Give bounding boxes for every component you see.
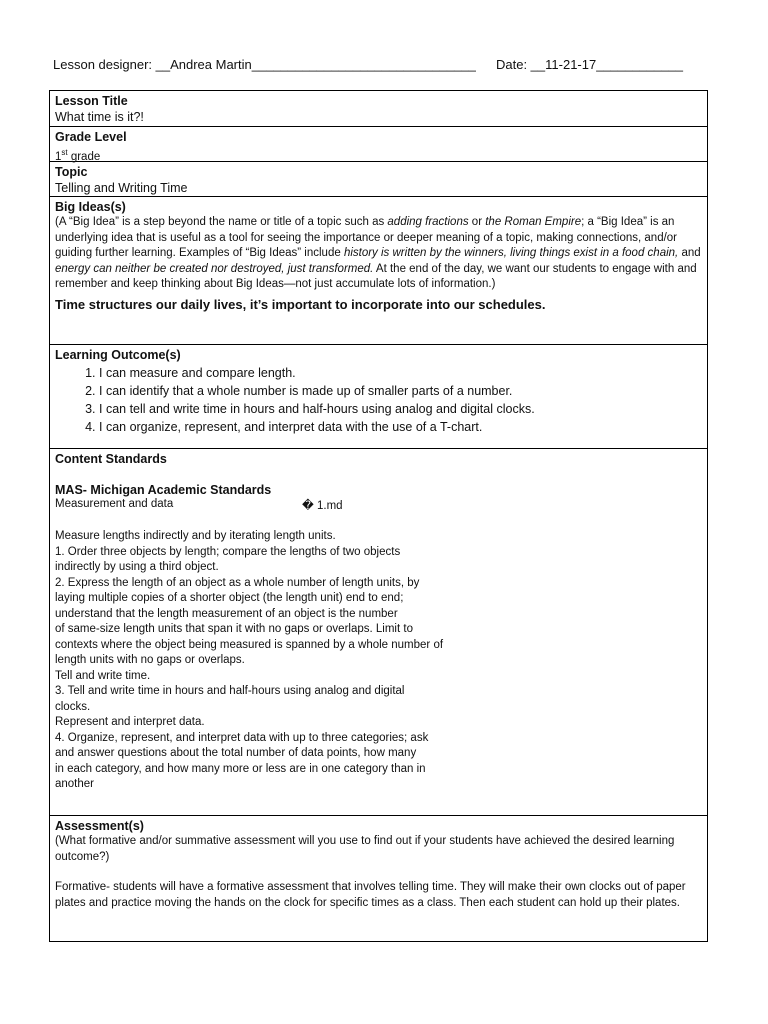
standard-line: 3. Tell and write time in hours and half-hours using analog and digital xyxy=(55,685,405,697)
topic-value: Telling and Writing Time xyxy=(55,181,188,195)
standard-line: 2. Express the length of an object as a whole number of length units, by xyxy=(55,576,420,589)
learning-outcomes-row xyxy=(50,345,707,449)
big-ideas-label: Big Ideas(s) xyxy=(55,200,126,214)
list-item: 4. I can organize, represent, and interpret data with the use of a T-chart. xyxy=(99,418,702,436)
standard-line: Represent and interpret data. xyxy=(55,716,205,728)
assessment-prompt: (What formative and/or summative assessment will you use to find out if your students have achieved the desired learning outcome?) xyxy=(55,835,675,863)
date-line: Date: __11-21-17____________ xyxy=(496,57,683,72)
standard-line: of same-size length units that span it with no gaps or overlaps. Limit to xyxy=(55,623,413,635)
standard-line: Measure lengths indirectly and by iterating length units. xyxy=(55,530,336,542)
lesson-title-label: Lesson Title xyxy=(55,94,128,108)
learning-outcomes-list xyxy=(55,364,702,436)
assessment-row xyxy=(50,816,707,943)
standard-line: 4. Organize, represent, and interpret data with up to three categories; ask xyxy=(55,731,429,744)
standard-line: indirectly by using a third object. xyxy=(55,561,219,573)
lesson-title-value: What time is it?! xyxy=(55,110,144,124)
list-item: 1. I can measure and compare length. xyxy=(99,364,702,382)
standard-line: clocks. xyxy=(55,700,91,713)
standard-domain: Measurement and data xyxy=(55,498,174,510)
standard-line: length units with no gaps or overlaps. xyxy=(55,654,245,666)
standard-line: 1. Order three objects by length; compare the lengths of two objects xyxy=(55,545,401,558)
standard-code: � 1.md xyxy=(302,500,343,512)
grade-level-row xyxy=(50,127,707,162)
lesson-title-row xyxy=(50,91,707,127)
topic-label: Topic xyxy=(55,165,88,179)
standard-line: laying multiple copies of a shorter object (the length unit) end to end; xyxy=(55,592,404,604)
assessment-formative: Formative- students will have a formative assessment that involves telling time. They will make their own clocks out of paper plates and practice moving the hands on the clock for specific times as a class. Then each student can hold up their plates. xyxy=(55,881,686,909)
big-ideas-description: (A “Big Idea” is a step beyond the name or title of a topic such as adding fractions or the Roman Empire; a “Big Idea” is an underlying idea that is useful as a tool for seeing the importance or deeper meaning of a topic, making connections, and/or guiding further learning. Examples of “Big Ideas” include history is written by the winners, living things exist in a food chain, and energy can neither be created nor destroyed, just transformed. At the end of the day, we want our students to engage with and remember and keep thinking about Big Ideas—not just accumulate lots of information.) xyxy=(55,216,701,290)
grade-level-value: 1st grade xyxy=(55,148,101,163)
big-idea-statement: Time structures our daily lives, it’s important to incorporate into our schedules. xyxy=(55,296,546,312)
standard-line: understand that the length measurement of an object is the number xyxy=(55,607,398,620)
content-standards-label: Content Standards xyxy=(55,452,167,466)
mas-title: MAS- Michigan Academic Standards xyxy=(55,483,272,497)
assessment-label: Assessment(s) xyxy=(55,819,144,833)
lesson-designer-line: Lesson designer: __Andrea Martin_______________________________ xyxy=(53,57,476,72)
lesson-plan-table xyxy=(49,90,708,942)
big-ideas-row xyxy=(50,197,707,345)
grade-level-label: Grade Level xyxy=(55,130,127,144)
standard-line: contexts where the object being measured is spanned by a whole number of xyxy=(55,638,444,651)
topic-row xyxy=(50,162,707,197)
standard-line: another xyxy=(55,778,95,790)
learning-outcomes-label: Learning Outcome(s) xyxy=(55,348,181,362)
list-item: 2. I can identify that a whole number is made up of smaller parts of a number. xyxy=(99,382,702,400)
standard-domain-row xyxy=(55,498,702,514)
standard-line: Tell and write time. xyxy=(55,669,151,682)
content-standards-row xyxy=(50,449,707,816)
standard-line: and answer questions about the total number of data points, how many xyxy=(55,747,417,759)
list-item: 3. I can tell and write time in hours and half-hours using analog and digital clocks. xyxy=(99,400,702,418)
standard-line: in each category, and how many more or less are in one category than in xyxy=(55,762,426,775)
